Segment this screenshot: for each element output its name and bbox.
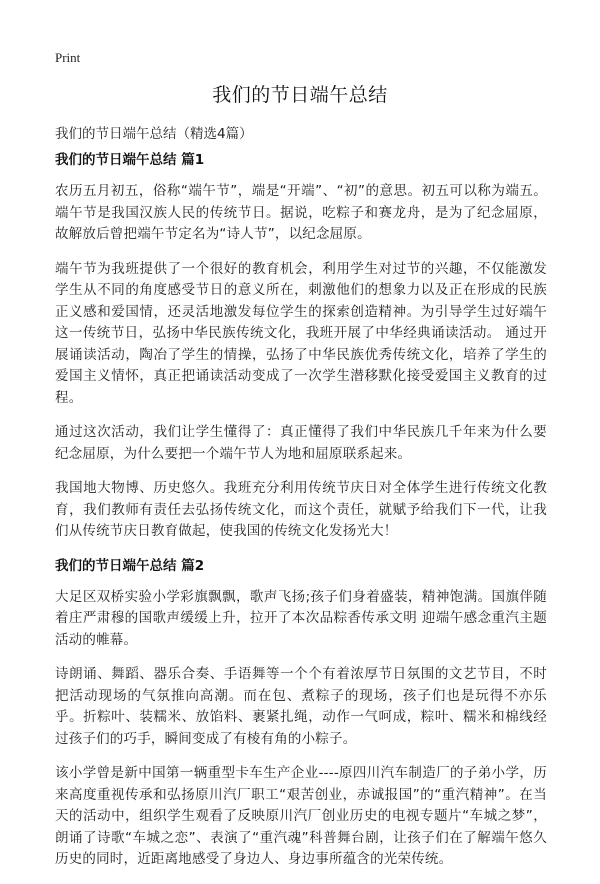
section-2 — [55, 556, 547, 871]
page-title: 我们的节日端午总结 — [212, 84, 388, 106]
paragraph: 大足区双桥实验小学彩旗飘飘，歌声飞扬;孩子们身着盛装，精神饱满。国旗伴随着庄严肃穆的国歌声缓缓上升，拉开了本次品粽香传承文明 迎端午感念重汽主题活动的帷幕。 — [55, 588, 547, 648]
paragraph: 端午节为我班提供了一个很好的教育机会，利用学生对过节的兴趣，不仅能激发学生从不同的角度感受节日的意义所在，刺激他们的想象力以及正在形成的民族正义感和爱国情，还灵活地激发每位学生的探索创造精神。为引导学生过好端午这一传统节日，弘扬中华民族传统文化，我班开展了中华经典诵读活动。 通过开展诵读活动，陶冶了学生的情操，弘扬了中华民族优秀传统文化，培养了学生的爱国主义情怀，真正把诵读活动变成了一次学生潜移默化接受爱国主义教育的过程。 — [55, 260, 547, 406]
paragraph: 通过这次活动，我们让学生懂得了：真正懂得了我们中华民族几千年来为什么要纪念屈原，为什么要把一个端午节人为地和屈原联系起来。 — [55, 424, 547, 462]
paragraph: 我国地大物博、历史悠久。我班充分利用传统节庆日对全体学生进行传统文化教育，我们教师有责任去弘扬传统文化，而这个责任，就赋予给我们下一代，让我们从传统节庆日教育做起，使我国的传统文化发扬光大！ — [55, 480, 547, 539]
document-subtitle: 我们的节日端午总结（精选4篇） — [55, 126, 253, 142]
section-heading: 我们的节日端午总结 篇2 — [55, 557, 205, 574]
document-body — [55, 150, 547, 884]
section-heading: 我们的节日端午总结 篇1 — [55, 152, 205, 168]
section-1 — [55, 150, 547, 543]
paragraph: 诗朗诵、舞蹈、器乐合奏、手语舞等一个个有着浓厚节日氛围的文艺节目，不时把活动现场的气氛推向高潮。而在包、煮粽子的现场，孩子们也是玩得不亦乐乎。折粽叶、装糯米、放馅料、裹紧扎绳，动作一气呵成，粽叶、糯米和棉线经过孩子们的巧手，瞬间变成了有棱有角的小粽子。 — [55, 666, 547, 747]
paragraph: 该小学曾是新中国第一辆重型卡车生产企业----原四川汽车制造厂的子弟小学，历来高度重视传承和弘扬原川汽厂职工“艰苦创业，赤诚报国”的“重汽精神”。在当天的活动中，组织学生观看了反映原川汽厂创业历史的电视专题片“车城之梦”，朗诵了诗歌“车城之恋”、表演了“重汽魂”科普舞台剧，让孩子们在了解端午悠久历史的同时，近距离地感受了身边人、身边事所蕴含的光荣传统。 — [55, 765, 547, 867]
print-label[interactable]: Print — [55, 50, 81, 65]
paragraph: 农历五月初五，俗称“端午节”，端是“开端”、“初”的意思。初五可以称为端五。端午节是我国汉族人民的传统节日。据说，吃粽子和赛龙舟，是为了纪念屈原，故解放后曾把端午节定名为“诗人节”，以纪念屈原。 — [55, 183, 547, 242]
